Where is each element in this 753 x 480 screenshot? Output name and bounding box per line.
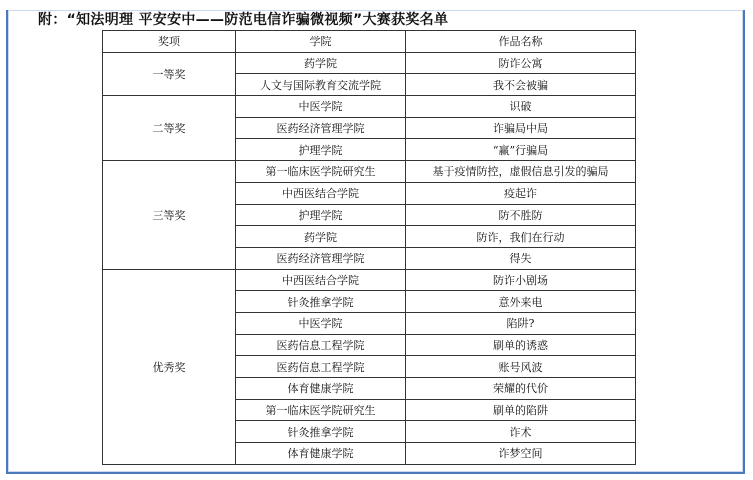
work-title-cell: 诈骗局中局 <box>406 117 636 139</box>
work-title-cell: 意外来电 <box>406 291 636 313</box>
college-cell: 人文与国际教育交流学院 <box>236 74 406 96</box>
work-title-cell: 防诈公寓 <box>406 52 636 74</box>
college-cell: 中西医结合学院 <box>236 182 406 204</box>
award-level-cell: 一等奖 <box>103 52 236 95</box>
award-level-cell: 优秀奖 <box>103 269 236 464</box>
work-title-cell: 疫起诈 <box>406 182 636 204</box>
work-title-cell: 我不会被骗 <box>406 74 636 96</box>
work-title-cell: 诈梦空间 <box>406 443 636 465</box>
college-cell: 体育健康学院 <box>236 443 406 465</box>
work-title-cell: 诈术 <box>406 421 636 443</box>
college-cell: 医药经济管理学院 <box>236 117 406 139</box>
page-title: 附：“知法明理 平安安中——防范电信诈骗微视频”大赛获奖名单 <box>38 12 449 28</box>
work-title-cell: 荣耀的代价 <box>406 378 636 400</box>
work-title-cell: 防诈，我们在行动 <box>406 226 636 248</box>
awards-table-body <box>103 52 636 464</box>
college-cell: 护理学院 <box>236 139 406 161</box>
table-header-row <box>103 31 636 53</box>
college-cell: 护理学院 <box>236 204 406 226</box>
work-title-cell: 防诈小剧场 <box>406 269 636 291</box>
work-title-cell: 基于疫情防控，虚假信息引发的骗局 <box>406 161 636 183</box>
work-title-cell: 防不胜防 <box>406 204 636 226</box>
award-level-cell: 三等奖 <box>103 161 236 269</box>
table-row <box>103 52 636 74</box>
work-title-cell: 识破 <box>406 96 636 118</box>
college-cell: 医药信息工程学院 <box>236 356 406 378</box>
work-title-cell: 刷单的陷阱 <box>406 399 636 421</box>
work-title-cell: “赢”行骗局 <box>406 139 636 161</box>
college-cell: 中西医结合学院 <box>236 269 406 291</box>
college-cell: 针灸推拿学院 <box>236 291 406 313</box>
college-cell: 第一临床医学院研究生 <box>236 399 406 421</box>
award-level-cell: 二等奖 <box>103 96 236 161</box>
work-title-cell: 陷阱? <box>406 312 636 334</box>
college-cell: 医药信息工程学院 <box>236 334 406 356</box>
work-title-cell: 得失 <box>406 247 636 269</box>
header-award: 奖项 <box>103 31 236 53</box>
table-row <box>103 161 636 183</box>
college-cell: 中医学院 <box>236 312 406 334</box>
college-cell: 药学院 <box>236 52 406 74</box>
college-cell: 体育健康学院 <box>236 378 406 400</box>
table-row <box>103 96 636 118</box>
college-cell: 中医学院 <box>236 96 406 118</box>
college-cell: 药学院 <box>236 226 406 248</box>
awards-table <box>102 30 636 465</box>
college-cell: 医药经济管理学院 <box>236 247 406 269</box>
college-cell: 针灸推拿学院 <box>236 421 406 443</box>
header-college: 学院 <box>236 31 406 53</box>
college-cell: 第一临床医学院研究生 <box>236 161 406 183</box>
work-title-cell: 账号风波 <box>406 356 636 378</box>
table-row <box>103 269 636 291</box>
header-work: 作品名称 <box>406 31 636 53</box>
work-title-cell: 刷单的诱惑 <box>406 334 636 356</box>
